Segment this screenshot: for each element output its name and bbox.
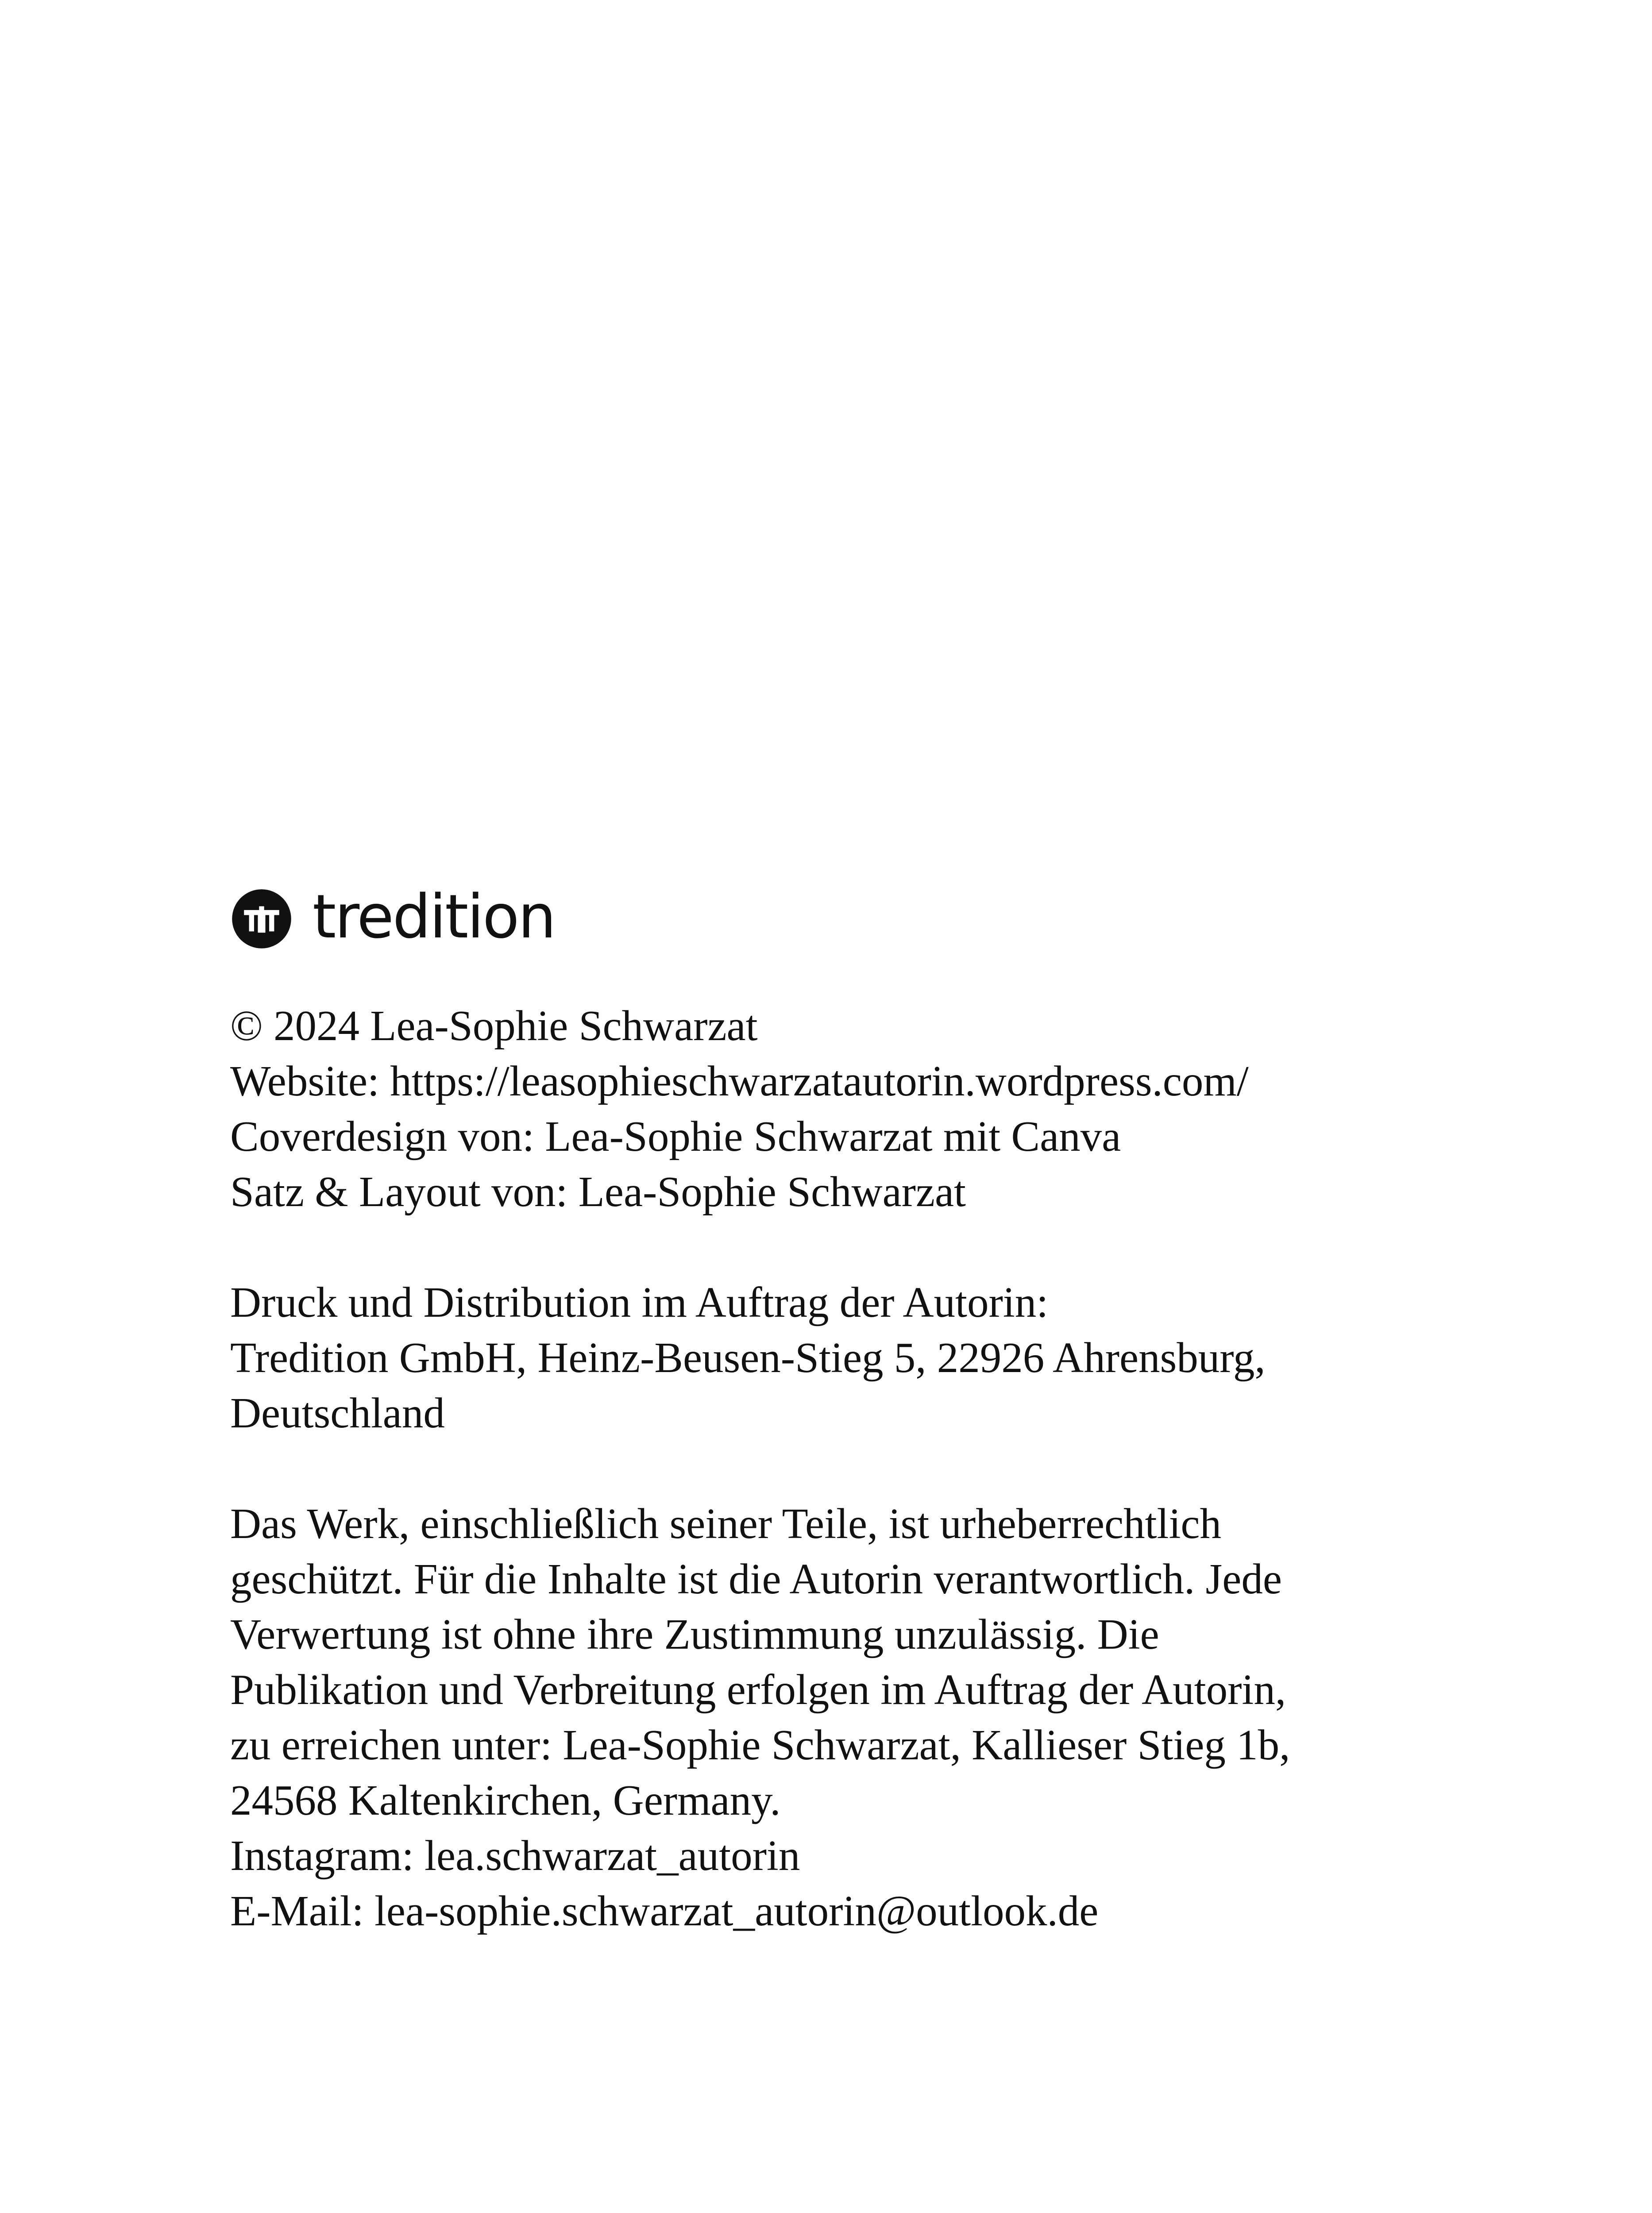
website-line: Website: https://leasophieschwarzatautorin.wordpress.com/ bbox=[230, 1057, 1249, 1105]
distribution-line: Druck und Distribution im Auftrag der Autorin: bbox=[230, 1279, 1049, 1326]
copyright-line: © 2024 Lea-Sophie Schwarzat bbox=[230, 1002, 758, 1049]
distribution-block bbox=[230, 1275, 1558, 1441]
distribution-line: Deutschland bbox=[230, 1389, 445, 1437]
legal-line: Verwertung ist ohne ihre Zustimmung unzulässig. Die bbox=[230, 1611, 1159, 1658]
instagram-line: Instagram: lea.schwarzat_autorin bbox=[230, 1832, 800, 1879]
publisher-name: tredition bbox=[313, 882, 555, 952]
legal-line: 24568 Kaltenkirchen, Germany. bbox=[230, 1777, 781, 1824]
tredition-logo-icon bbox=[230, 887, 293, 950]
publisher-logo bbox=[230, 883, 555, 954]
cover-design-line: Coverdesign von: Lea-Sophie Schwarzat mit Canva bbox=[230, 1113, 1121, 1160]
legal-block bbox=[230, 1496, 1558, 1939]
legal-line: zu erreichen unter: Lea-Sophie Schwarzat, Kallieser Stieg 1b, bbox=[230, 1721, 1290, 1769]
credits-block bbox=[230, 998, 1558, 1219]
layout-line: Satz & Layout von: Lea-Sophie Schwarzat bbox=[230, 1168, 966, 1215]
legal-line: geschützt. Für die Inhalte ist die Autorin verantwortlich. Jede bbox=[230, 1555, 1282, 1603]
legal-line: Das Werk, einschließlich seiner Teile, ist urheberrechtlich bbox=[230, 1500, 1221, 1547]
distribution-line: Tredition GmbH, Heinz-Beusen-Stieg 5, 22926 Ahrensburg, bbox=[230, 1334, 1266, 1381]
legal-line: Publikation und Verbreitung erfolgen im Auftrag der Autorin, bbox=[230, 1666, 1286, 1713]
email-line: E-Mail: lea-sophie.schwarzat_autorin@outlook.de bbox=[230, 1887, 1099, 1935]
